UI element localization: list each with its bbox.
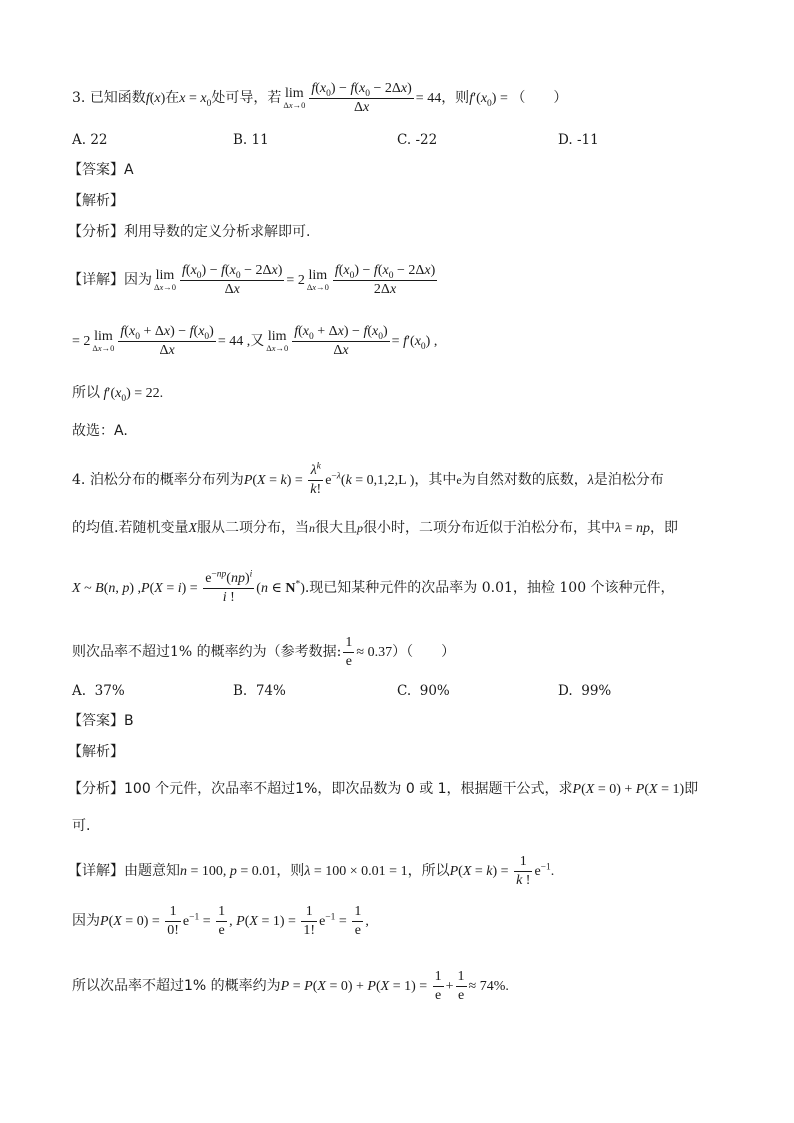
limit-operator: lim Δx→0 — [283, 85, 306, 110]
q4-analysis-line1: 【分析】100 个元件，次品率不超过1%，即次品数为 0 或 1，根据题干公式，求P(X = 0) + P(X = 1)即 — [68, 781, 699, 797]
q3-detail-line2: = 2 lim Δx→0 $\frac{f(x_0 + \Delta x) - f(x_0)}{\Delta x}$ = 44 ,又 lim Δx→0 $\frac{f(x_0 + \Delta x) - f(x_0)}{\Delta x}$ = $f'(x_0)$ , — [72, 324, 438, 358]
q3-option-b[interactable]: B. 11 — [233, 132, 269, 148]
q3-detail-line1: 【详解】因为 lim Δx→0 $\frac{f(x_0) - f(x_0 - 2\Delta x)}{\Delta x}$ = 2 lim Δx→0 $\frac{f(x_0) - f(x_0 - 2\Delta x)}{2\Delta x}$ — [68, 263, 436, 297]
q3-analysis: 【分析】利用导数的定义分析求解即可. — [68, 224, 311, 240]
q3-answer: 【答案】A — [68, 162, 134, 178]
q4-stem-line2: 的均值.若随机变量X服从二项分布，当n很大且p很小时，二项分布近似于泊松分布，其中λ = np，即 — [72, 520, 678, 536]
q3-option-d[interactable]: D. -11 — [558, 132, 599, 148]
q4-stem-line4: 则次品率不超过1% 的概率约为（参考数据: $\frac{1}{e}$ ≈ 0.37）（ ） — [72, 635, 456, 669]
q4-detail-line1: 【详解】由题意知n = 100, p = 0.01，则λ = 100 × 0.01 = 1，所以P(X = k) = $\frac{1}{k !}$ $e^{-1}$. — [68, 854, 555, 888]
q3-explain-header: 【解析】 — [68, 193, 124, 209]
q4-stem-line1: 4. 泊松分布的概率分布列为P(X = k) = $\frac{\lambda^k}{k!}$ $e^{-\lambda}(k = 0,1,2,L$ )，其中e为自然对数的底数，λ是泊松分布 — [72, 461, 664, 497]
q4-detail-line2: 因为P(X = 0) = $\frac{1}{0!}$ $e^{-1}$ = $\frac{1}{e}$ , P(X = 1) = $\frac{1}{1!}$ $e^{-1}$ = $\frac{1}{e}$ , — [72, 904, 369, 938]
q3-result: 所以 $f'(x_0) = 22$. — [72, 385, 164, 404]
q4-analysis-line2: 可. — [72, 818, 91, 834]
q3-option-a[interactable]: A. 22 — [72, 132, 108, 148]
q3-number: 3. — [72, 90, 86, 106]
q4-final: 所以次品率不超过1% 的概率约为P = P(X = 0) + P(X = 1) = $\frac{1}{e}$ + $\frac{1}{e}$ ≈ 74%. — [72, 969, 509, 1003]
q4-option-b[interactable]: B. 74% — [233, 683, 286, 699]
q4-option-a[interactable]: A. 37% — [72, 683, 125, 699]
q4-option-c[interactable]: C. 90% — [397, 683, 450, 699]
q4-option-d[interactable]: D. 99% — [558, 683, 612, 699]
q3-option-c[interactable]: C. -22 — [397, 132, 438, 148]
q3-choose: 故选：A. — [72, 423, 128, 439]
q4-explain-header: 【解析】 — [68, 744, 124, 760]
q4-number: 4. — [72, 472, 86, 488]
q4-stem-line3: X ~ B(n, p) ,P(X = i) = $\frac{e^{-np}(np)^i}{i !}$ (n ∈ N*).现已知某种元件的次品率为 0.01，抽检 100 个该种元件， — [72, 569, 675, 605]
q3-stem: 3. 已知函数f(x)在$x = x_0$处可导，若 lim Δx→0 $\frac{f(x_0) - f(x_0 - 2\Delta x)}{\Delta x}$ = 44，则$f'(x_0)$ = （ ） — [72, 81, 568, 115]
q3-limit-fraction: $\frac{f(x_0) - f(x_0 - 2\Delta x)}{\Delta x}$ — [311, 81, 412, 115]
q4-answer: 【答案】B — [68, 713, 134, 729]
